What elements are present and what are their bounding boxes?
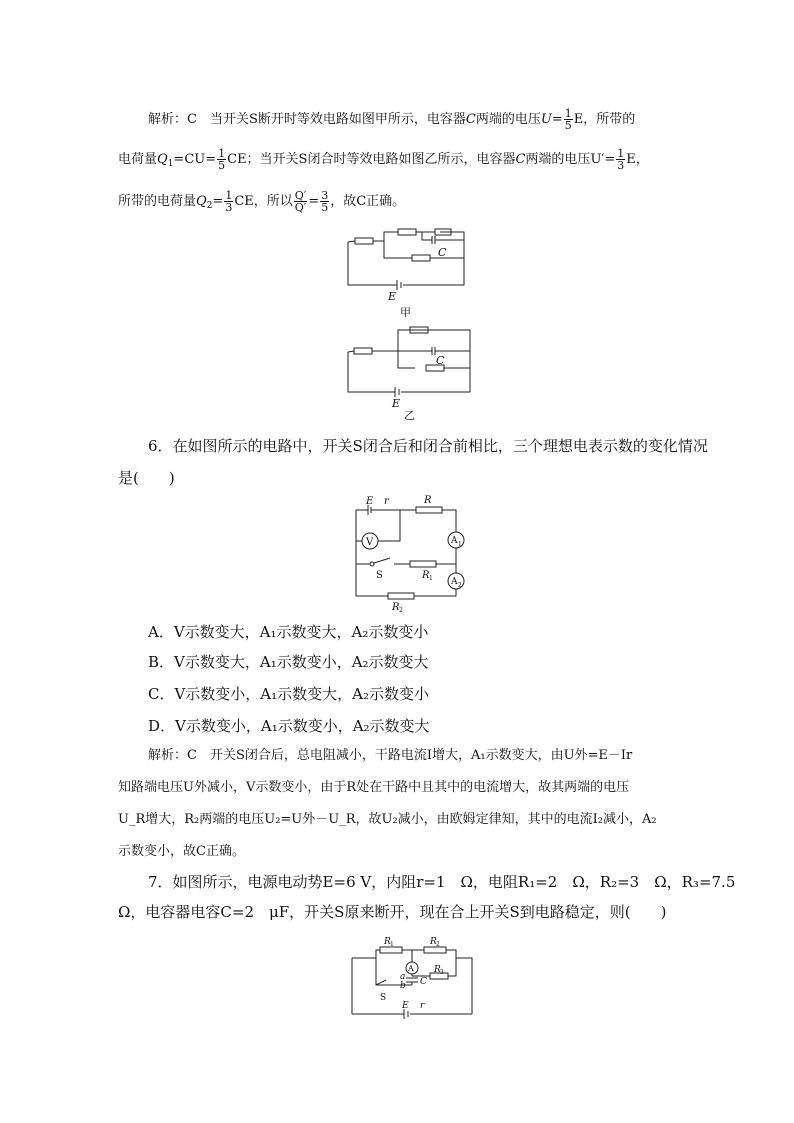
- q6-option-a: A．V示数变大，A₁示数变大，A₂示数变小: [148, 623, 429, 641]
- q6-analysis-line1: 解析：C 开关S闭合后，总电阻减小，干路电流I增大，A₁示数变大，由U外=E－Ir: [148, 748, 633, 763]
- fraction: $\frac{1}{5}$: [218, 147, 226, 172]
- ammeter-A: A: [408, 964, 414, 973]
- label-E: E: [366, 496, 374, 507]
- label-r: r: [420, 1001, 425, 1011]
- subscript: 1: [429, 575, 433, 582]
- circuit-diagram-yi: [340, 320, 480, 420]
- subscript: 2: [458, 582, 462, 589]
- label-E: E: [402, 1001, 409, 1011]
- label-S: S: [380, 993, 387, 1003]
- label-R2: R: [392, 602, 400, 613]
- q6-option-b: B．V示数变大，A₁示数变小，A₂示数变大: [148, 653, 429, 671]
- fraction: $\frac{1}{3}$: [617, 147, 625, 172]
- label-a: a: [400, 972, 406, 982]
- text: 两端的电压: [475, 112, 541, 127]
- text: 1: [167, 159, 174, 169]
- q6-stem-line1: 6．在如图所示的电路中，开关S闭合后和闭合前相比，三个理想电表示数的变化情况: [148, 437, 708, 455]
- subscript: 2: [399, 607, 403, 614]
- subscript: 1: [458, 541, 462, 548]
- q6-analysis-line3: U_R增大，R₂两端的电压U₂=U外－U_R，故U₂减小，由欧姆定律知，其中的电流I₂减小，A₂: [118, 812, 657, 827]
- label-E: E: [388, 290, 397, 303]
- text: =: [212, 194, 224, 209]
- label-R2: R: [430, 937, 437, 947]
- text: 所带的电荷量: [118, 194, 197, 209]
- fraction: $\frac{Q'}{Q'}$: [294, 189, 307, 214]
- label-r: r: [384, 496, 389, 507]
- figure-caption: 甲: [400, 306, 411, 319]
- q7-stem-line2: Ω，电容器电容C=2 μF，开关S原来断开，现在合上开关S到电路稳定，则( ): [118, 903, 667, 921]
- text: =: [551, 112, 563, 127]
- fraction: $\frac{3}{5}$: [321, 189, 329, 214]
- fraction: $\frac{1}{5}$: [564, 107, 572, 132]
- text: C: [465, 112, 476, 127]
- subscript: 1: [390, 941, 394, 948]
- text: U: [540, 112, 552, 127]
- circuit-diagram-q7: [348, 932, 478, 1022]
- text: CE；当开关S闭合时等效电路如图乙所示，电容器: [227, 152, 516, 167]
- circuit-diagram-jia: [340, 220, 480, 320]
- q6-stem-line2: 是( ): [118, 469, 175, 487]
- q7-stem-line1: 7．如图所示，电源电动势E=6 V，内阻r=1 Ω，电阻R₁=2 Ω，R₂=3 Ω，R₃=7.5: [148, 873, 736, 891]
- analysis5-line2: [118, 148, 649, 174]
- label-R: R: [424, 495, 432, 506]
- text: E，: [626, 152, 649, 167]
- text: =CU=: [173, 152, 217, 167]
- text: =: [308, 194, 320, 209]
- label-R3: R: [434, 965, 441, 975]
- ammeter-A2: A: [451, 577, 458, 587]
- q6-option-d: D．V示数变小，A₁示数变小，A₂示数变大: [148, 717, 430, 735]
- circuit-diagram-q6: [350, 496, 470, 616]
- fraction: $\frac{1}{3}$: [225, 189, 233, 214]
- voltmeter-V: V: [366, 537, 374, 548]
- q6-option-c: C．V示数变小，A₁示数变大，A₂示数变小: [148, 685, 430, 703]
- subscript: 3: [440, 969, 444, 976]
- label-C: C: [438, 246, 447, 259]
- text: 2: [206, 201, 213, 211]
- text: Q: [157, 152, 168, 167]
- analysis5-line3: [118, 190, 405, 216]
- text: 解析：C 当开关S断开时等效电路如图甲所示，电容器: [148, 112, 466, 127]
- q6-analysis-line2: 知路端电压U外减小，V示数变小，由于R处在干路中且其中的电流增大，故其两端的电压: [118, 780, 630, 795]
- label-E: E: [392, 397, 401, 410]
- text: E，所带的: [573, 112, 636, 127]
- label-R1: R: [384, 937, 391, 947]
- label-R1: R: [422, 570, 430, 581]
- text: U′=: [590, 152, 616, 167]
- subscript: 2: [436, 941, 440, 948]
- analysis5-line1: [148, 108, 635, 131]
- label-b: b: [400, 981, 406, 991]
- q6-analysis-line4: 示数变小，故C正确。: [118, 844, 245, 859]
- ammeter-A1: A: [451, 536, 458, 546]
- text: ，故C正确。: [330, 194, 406, 209]
- figure-caption: 乙: [404, 409, 415, 422]
- label-S: S: [376, 570, 383, 581]
- text: 两端的电压: [525, 152, 591, 167]
- label-C: C: [420, 977, 427, 987]
- text: CE，所以: [234, 194, 293, 209]
- text: C: [515, 152, 526, 167]
- text: Q: [196, 194, 207, 209]
- text: 电荷量: [118, 152, 158, 167]
- label-C: C: [436, 354, 445, 367]
